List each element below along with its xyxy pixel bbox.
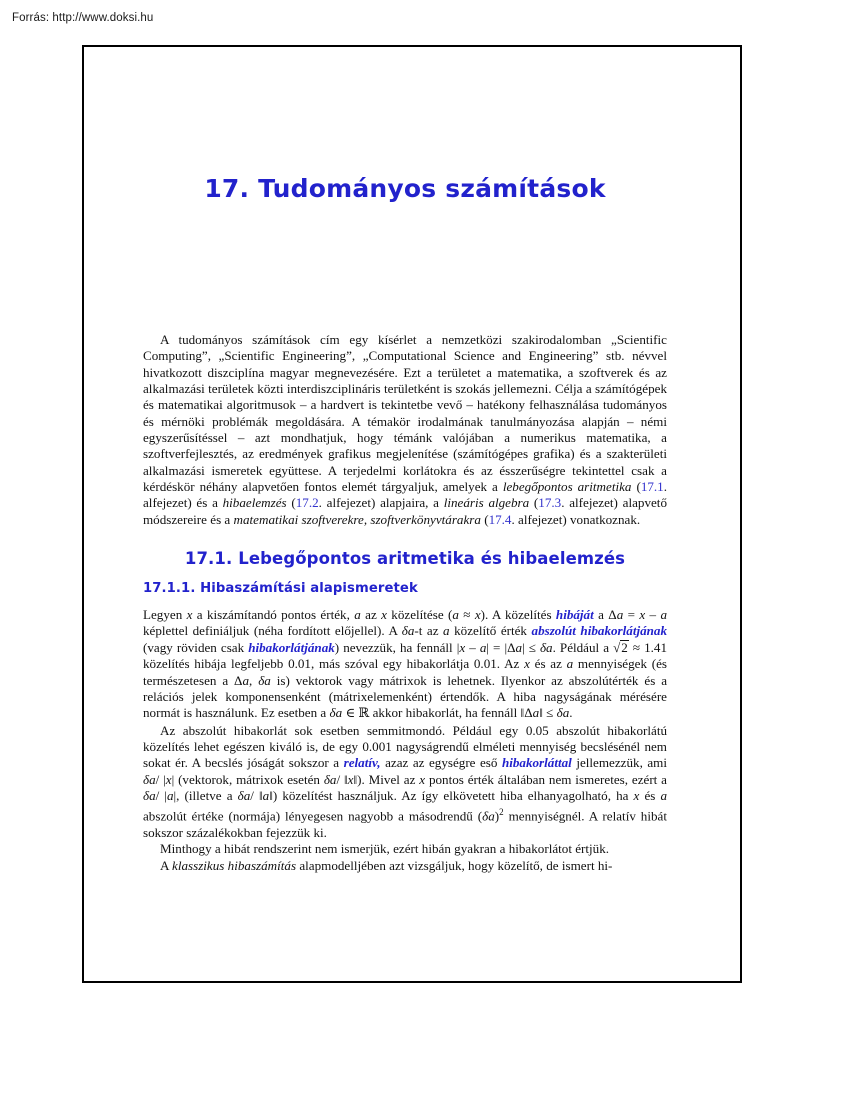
intro-italic-szoftverek: matematikai szoftverekre, szoftverkönyvtárakra [233, 511, 481, 527]
var-a-5: a [443, 623, 450, 639]
pl-t16: | = |Δ [486, 639, 516, 655]
pa-t3: jellemezzük, ami [571, 755, 667, 771]
sqrt-radicand: 2 [621, 639, 628, 655]
pl-t10: képlettel definiáljuk (néha fordított előjellel). A [143, 623, 402, 639]
pl-t12: közelítő érték [449, 623, 532, 639]
var-delta-a-4: δa [329, 705, 343, 721]
pl-t23: is) vektorok vagy mátrixok is lehetnek. Ilyenkor az abszolútérték és a relációs jelek komponensenként (mátrixelemenként) értendők. A hiba nagyságának mérésére normát is használunk. Ez esetben a [143, 672, 668, 721]
body-flow [143, 332, 667, 874]
pa-t5: | (vektorok, mátrixok esetén [171, 771, 324, 787]
intro-mid-1: . alfejezet) és a [143, 479, 668, 511]
pl-t1: Legyen [143, 607, 187, 623]
var-a-8: a [566, 656, 574, 672]
var-a-11: a [167, 787, 174, 803]
paragraph-abszolut [143, 723, 667, 842]
var-delta-a-1: δa [401, 623, 415, 639]
pa-t10: |, (illetve a [173, 787, 238, 803]
paren-open-4: ( [480, 511, 489, 527]
var-x-1: x [186, 607, 193, 623]
paren-open-3: ( [529, 495, 539, 511]
pk-t2: alapmodelljében azt vizsgáljuk, hogy közelítő, de ismert hi- [296, 857, 613, 873]
intro-mid-2: . alfejezet) alapjaira, a [318, 495, 444, 511]
pl-t4: közelítése ( [386, 607, 453, 623]
paren-open-1: ( [631, 479, 641, 495]
var-delta-a-6: δa [143, 771, 156, 787]
term-abszolut-hibakorlatjanak: abszolút hibakorlátjának [531, 623, 668, 639]
term-relativ: relatív, [343, 755, 381, 771]
italic-klasszikus-hibaszamitas: klasszikus hibaszámítás [172, 857, 297, 873]
section-heading-17-1: 17.1. Lebegőpontos aritmetika és hibaelemzés [184, 549, 626, 569]
pl-t21: mennyiségek (és természetesen a Δ [143, 656, 668, 688]
var-a-6: a [479, 639, 487, 655]
pa-t15: ) [494, 808, 500, 824]
var-x-5: x [459, 639, 466, 655]
term-hibakorlatjanak: hibakorlátjának [248, 639, 335, 655]
var-x-10: x [633, 787, 640, 803]
pl-t25: akkor hibakorlát, ha fennáll ‖Δ [369, 705, 533, 721]
var-delta-a-10: δa [482, 808, 495, 824]
pl-t7: a Δ [593, 607, 617, 623]
sqrt-expression: √2 [613, 639, 628, 655]
pa-t14: abszolút értéke (normája) lényegesen nagyobb a másodrendű ( [143, 808, 483, 824]
var-x-9: x [419, 771, 426, 787]
var-a-13: a [660, 787, 667, 803]
pa-t13: és [639, 787, 661, 803]
paragraph-klasszikus [143, 858, 667, 874]
pa-t12: ‖) közelítést használjuk. Az így elkövetett hiba elhanyagolható, ha [269, 787, 634, 803]
pa-t8: pontos érték általában nem ismeretes, ezért a [425, 771, 667, 787]
pl-t19: ≈ 1.41 közelítés hibája legfeljebb 0.01, más szóval egy hibakorlátja 0.01. Az [143, 639, 667, 672]
spacer-after-subsection [143, 596, 667, 607]
term-hibajat: hibáját [555, 607, 594, 623]
pl-t11: -t az [414, 623, 444, 639]
intro-text-part1: A tudományos számítások cím egy kísérlet a nemzetközi szakirodalomban „Scientific Computing”, „Scientific Engineering”, „Computational Science and Engineering” stb. névvel hivatkozott diszciplína magyar megnevezésére. Ezt a területet a matematika, a szoftverek és az alkalmazási területek közti interdiszciplináris területként is szokás jellemezni. Célja a számítógépek és matematikai algoritmusok – a hardvert is tekintetbe vevő – hatékony felhasználása tudományos és mérnöki problémák megoldására. A témakör irodalmának tanulmányozása alapján – némi egyszerűsítéssel – azt mondhatjuk, hogy témánk valójában a numerikus matematika, a szoftverfejlesztés, az eredmények grafikus megjelenítése (számítógépes grafika) és a szakterületi alkalmazási ismeretek együttese. A terjedelmi korlátokra és az ésszerűségre tekintettel csak a kérdéskör néhány alapvetően fontos elemét tárgyaljuk, amelyek a [143, 332, 667, 495]
pl-t13: (vagy röviden csak [143, 639, 249, 655]
pl-t15: – [465, 639, 480, 655]
section-ref-17-2[interactable]: 17.2 [295, 495, 319, 511]
pa-t9: / | [155, 787, 167, 803]
pa-t6: / ‖ [336, 771, 348, 787]
section-ref-17-3[interactable]: 17.3 [538, 495, 562, 511]
pa-t16: mennyiségnél. A relatív hibát sokszor százalékokban fejezzük ki. [143, 808, 667, 840]
pk-t1: A [160, 857, 173, 873]
pl-t17: | ≤ [522, 639, 540, 655]
symbol-real-numbers: ℝ [358, 706, 370, 722]
var-x-6: x [524, 656, 530, 672]
document-page [82, 45, 742, 983]
source-banner: Forrás: http://www.doksi.hu [12, 12, 154, 24]
var-a-7: a [515, 639, 523, 655]
pa-t4: / | [155, 771, 166, 787]
var-x-7: x [165, 771, 172, 787]
pl-t27: . [569, 705, 573, 721]
var-a-3: a [616, 607, 624, 623]
var-delta-a-9: δa [237, 787, 251, 803]
pl-t9: – [645, 607, 661, 623]
pl-t14: ) nevezzük, ha fennáll | [334, 639, 460, 655]
intro-italic-hibaelemzes: hibaelemzés [222, 495, 287, 511]
paren-open-2: ( [286, 495, 296, 511]
var-a-12: a [262, 787, 270, 803]
intro-italic-linearis-algebra: lineáris algebra [443, 495, 530, 511]
pl-t22: , [249, 672, 259, 688]
var-delta-a-7: δa [323, 771, 337, 787]
var-delta-a-8: δa [143, 787, 156, 803]
intro-paragraph [143, 332, 667, 528]
spacer-after-section [143, 568, 667, 581]
pa-t1: Az abszolút hibakorlát sok esetben semmitmondó. Például egy 0.05 abszolút hibakorlátú közelítés lehet egészen kiváló is, de egy 0.001 nagyságrendű elméleti mennyiség becslésénél nem sokat ér. A becslés jóságát sokszor a [143, 722, 667, 771]
spacer-before-section [143, 528, 667, 549]
pl-t24: ∈ [342, 705, 359, 721]
var-x-8: x [347, 771, 354, 787]
intro-italic-lebegopontos: lebegőpontos aritmetika [502, 479, 632, 495]
pl-t2: a kiszámítandó pontos érték, [192, 607, 355, 623]
term-hibakorlattal: hibakorláttal [501, 755, 572, 771]
pl-t26: ‖ ≤ [539, 705, 557, 721]
pl-t8: = [623, 607, 640, 623]
subsection-heading-17-1-1: 17.1.1. Hibaszámítási alapismeretek [143, 581, 418, 597]
var-delta-a-5: δa [556, 705, 570, 721]
var-x-4: x [639, 607, 646, 623]
pa-t11: / ‖ [250, 787, 263, 803]
var-delta-a-2: δa [539, 639, 553, 655]
var-a-1: a [354, 607, 361, 623]
var-a-4: a [660, 607, 667, 623]
paragraph-legyen [143, 607, 667, 722]
pl-t3: az [360, 607, 382, 623]
intro-tail: . alfejezet) vonatkoznak. [511, 511, 641, 527]
intro-mid-3: . alfejezet) alapvető módszereire és a [143, 495, 667, 527]
var-x-2: x [381, 607, 387, 623]
chapter-title: 17. Tudományos számítások [204, 174, 606, 203]
pl-t6: ). A közelítés [480, 607, 556, 623]
paragraph-minthogy: Minthogy a hibát rendszerint nem ismerjük, ezért hibán gyakran a hibakorlátot értjük. [160, 841, 610, 857]
pl-t18: . Például a [552, 639, 614, 655]
var-a-10: a [532, 705, 540, 721]
superscript-2: 2 [499, 807, 504, 818]
pa-t7: ‖). Mivel az [353, 771, 420, 787]
pa-t2: azaz az egységre eső [380, 755, 502, 771]
section-ref-17-4[interactable]: 17.4 [488, 511, 512, 527]
var-delta-a-3: δa [258, 672, 271, 688]
section-ref-17-1[interactable]: 17.1 [640, 479, 664, 495]
var-x-3: x [474, 607, 481, 623]
var-a-2: a [452, 607, 459, 623]
var-a-9: a [242, 672, 250, 688]
pl-t5: ≈ [458, 607, 475, 623]
pl-t20: és az [529, 656, 567, 672]
